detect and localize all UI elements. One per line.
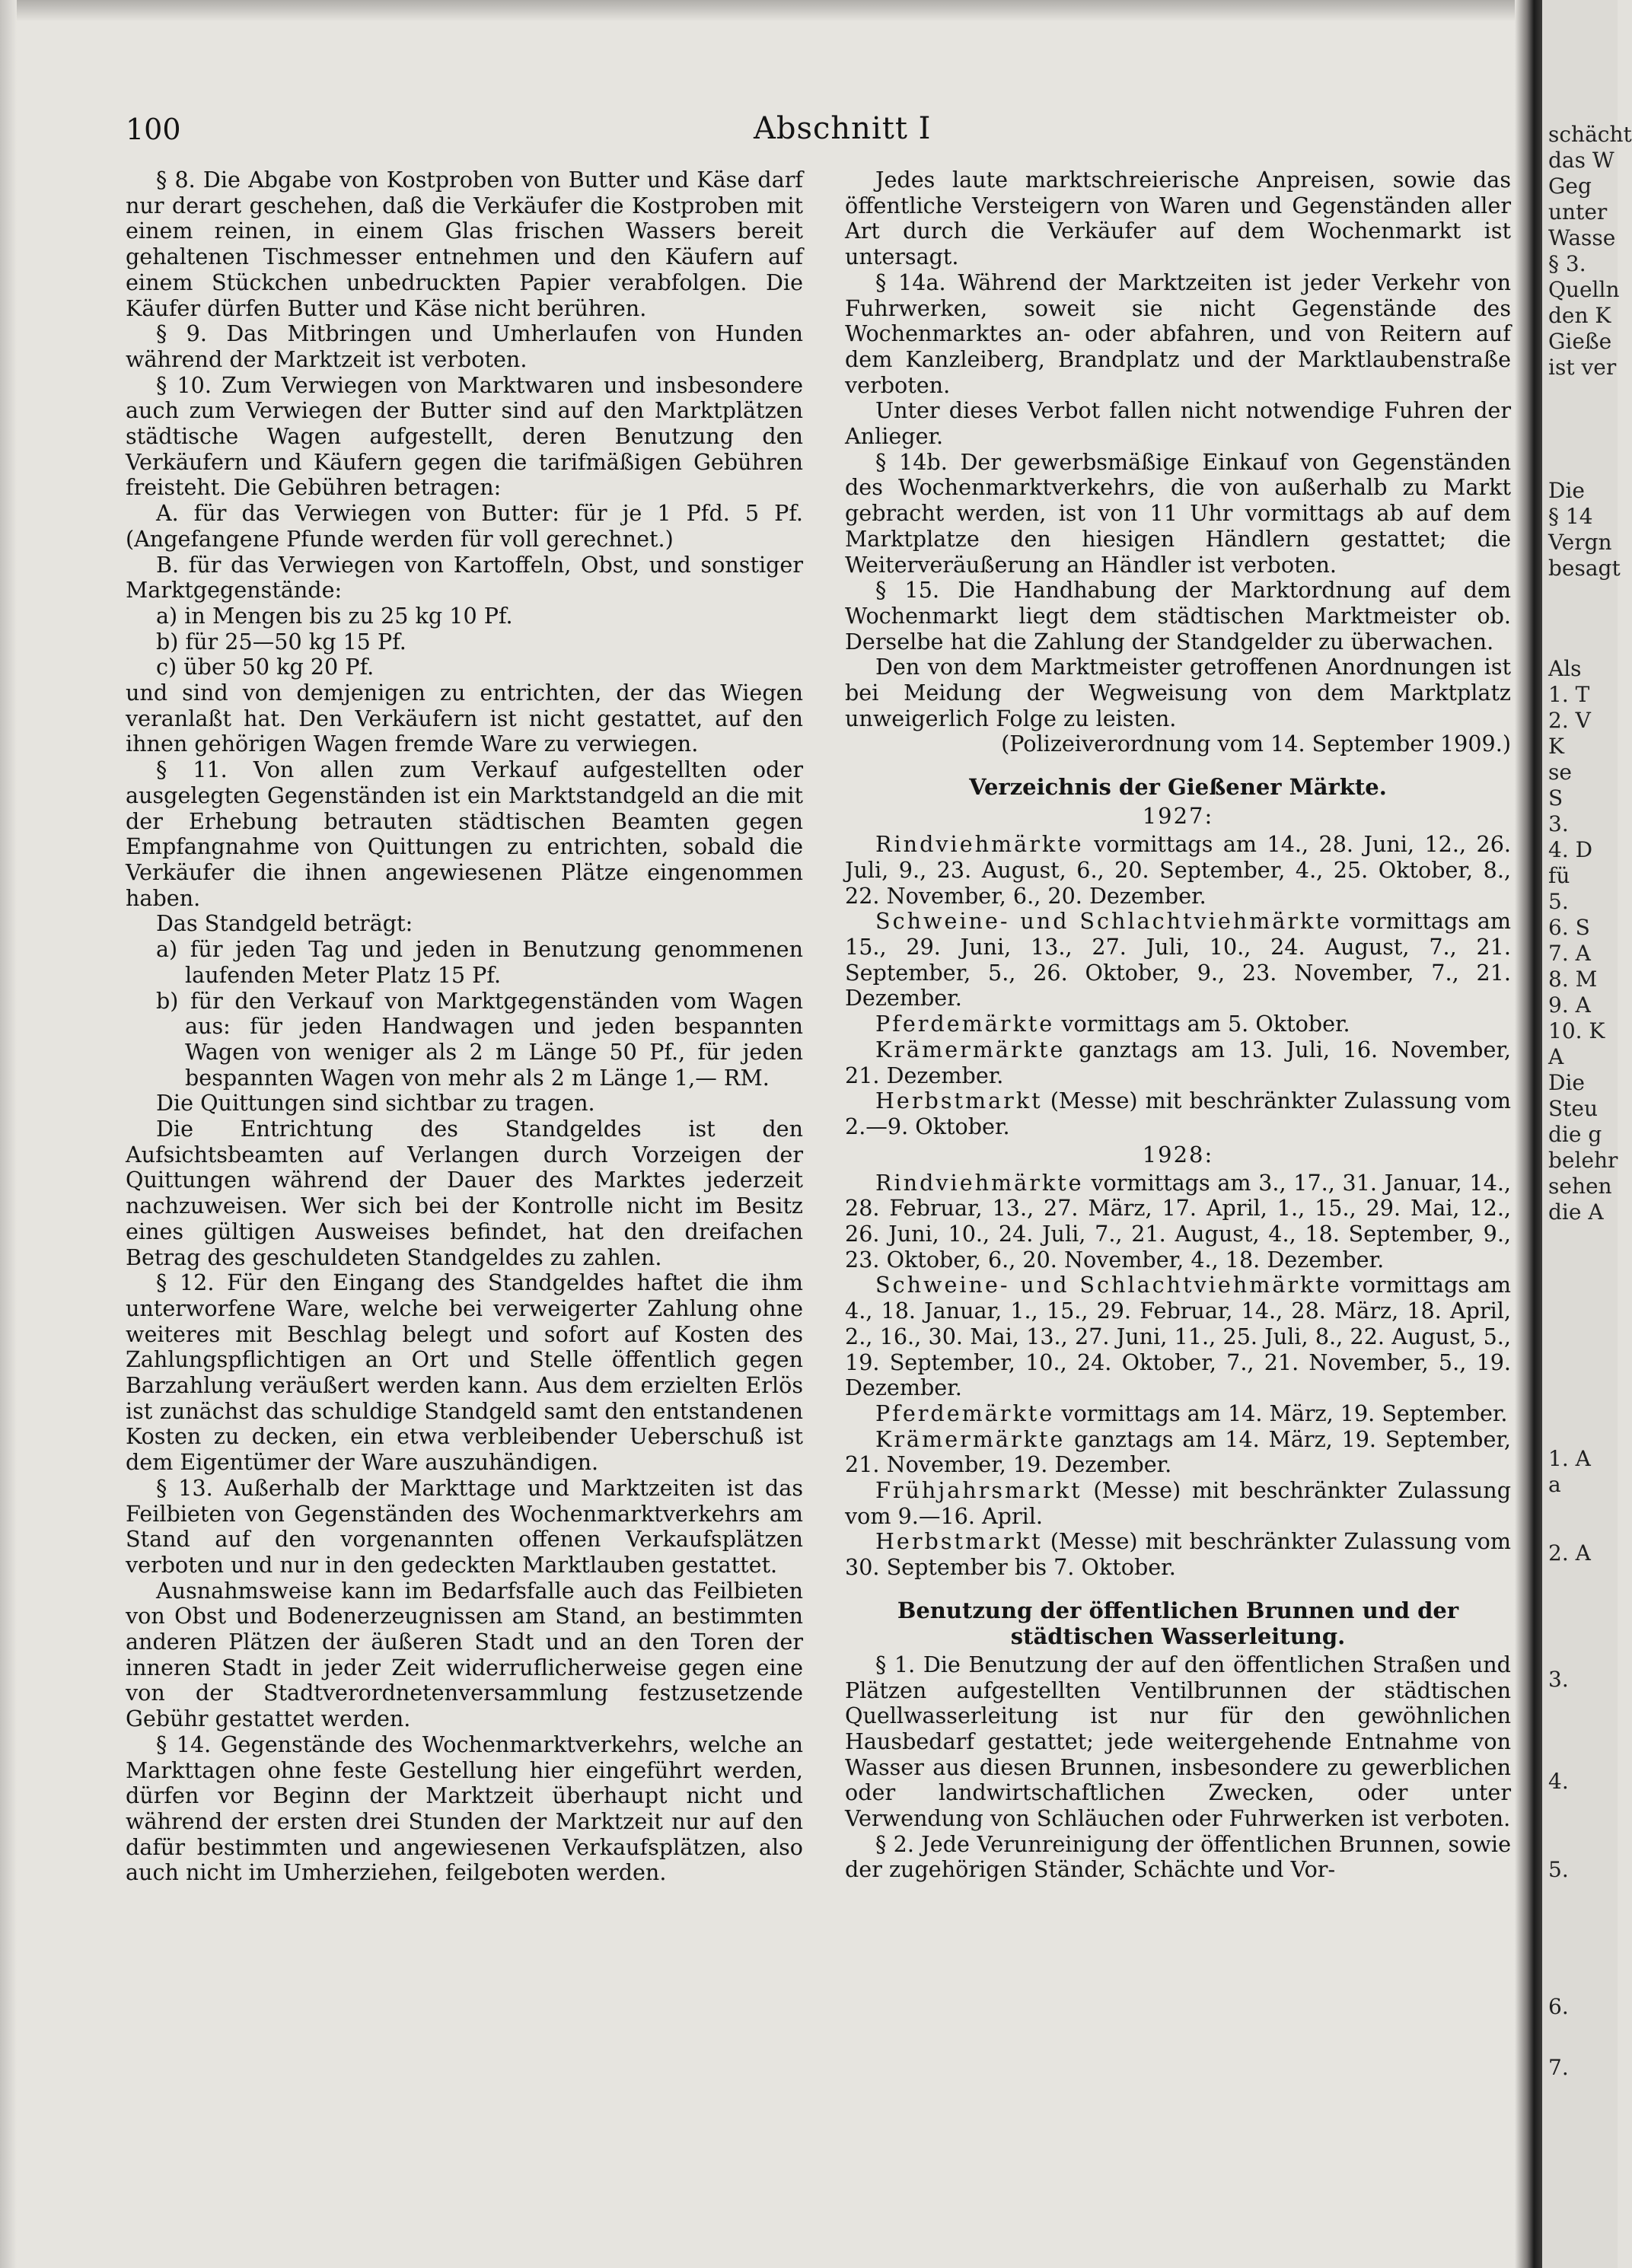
next-page-fragment: das W <box>1548 148 1614 173</box>
running-head: Abschnitt I <box>754 111 932 146</box>
paragraph-s13: § 13. Außerhalb der Markttage und Marktzeiten ist das Feilbieten von Gegenständen des Wochenmarktverkehrs am Stand auf den vorgenannten offenen Verkaufsplätzen verboten und nur in den gedeckten Marktlauben gestattet. <box>126 1474 803 1578</box>
market-dates: vormittags am 14., 28. Juni, 12., 26. Juli, 9., 23. August, 6., 20. September, 4., 25. Oktober, 8., 22. November, 6., 20. Dezember. <box>845 831 1511 909</box>
market-entry <box>845 1529 1511 1580</box>
next-page-fragment: sehen <box>1548 1174 1612 1199</box>
heading-maerkte: Verzeichnis der Gießener Märkte. <box>969 774 1387 801</box>
market-entry <box>845 1401 1511 1427</box>
page-number: 100 <box>126 113 181 146</box>
market-dates: vormittags am 15., 29. Juni, 13., 27. Juli, 10., 24. August, 7., 21. September, 5., 26. Oktober, 9., 23. November, 7., 21. Dezember. <box>845 908 1511 1011</box>
list-item: c) über 50 kg 20 Pf. <box>156 654 375 680</box>
paragraph-s11-quittung: Die Quittungen sind sichtbar zu tragen. <box>156 1090 595 1116</box>
next-page-fragment: den K <box>1548 303 1611 328</box>
next-page-fragment: 7. <box>1548 2055 1569 2080</box>
market-type: Frühjahrsmarkt <box>875 1477 1082 1504</box>
next-page-fragment: unter <box>1548 199 1608 225</box>
list-item: b) für den Verkauf von Marktgegenständen vom Wagen aus: für jeden Handwagen und jeden bespannten Wagen von weniger als 2 m Länge 50 Pf., für jeden bespannten Wagen von mehr als 2 m Länge 1,— RM. <box>156 987 803 1091</box>
paragraph-s15: § 15. Die Handhabung der Marktordnung auf dem Wochenmarkt liegt dem städtischen Marktmeister ob. Derselbe hat die Zahlung der Standgelder zu überwachen. <box>845 577 1511 655</box>
next-page-fragment: fü <box>1548 863 1570 888</box>
paragraph-s10-end: und sind von demjenigen zu entrichten, der das Wiegen veranlaßt hat. Den Verkäufern ist nicht gestattet, auf den ihnen gehörigen Wagen fremde Ware zu verwiegen. <box>126 680 803 757</box>
paragraph-s8: § 8. Die Abgabe von Kostproben von Butter und Käse darf nur derart geschehen, daß die Verkäufer die Kostproben mit einem reinen, in einem Glas frischen Wassers bereit gehaltenen Tischmesser entnehmen und den Käufern auf einem Stückchen unbedruckten Papier verabfolgen. Die Käufer dürfen Butter und Käse nicht berühren. <box>126 167 803 321</box>
next-page-fragment: 5. <box>1548 889 1569 914</box>
next-page-fragment: schächt <box>1548 122 1632 147</box>
next-page-fragment: belehr <box>1548 1148 1618 1173</box>
next-page-fragment: 5. <box>1548 1857 1569 1882</box>
scan-top-shadow <box>0 0 1618 21</box>
year-1928: 1928: <box>1142 1141 1214 1167</box>
next-page-fragment: besagt <box>1548 556 1621 581</box>
year-1927: 1927: <box>1142 803 1214 830</box>
next-page-fragment: Die <box>1548 478 1585 503</box>
next-page-fragment: 6. S <box>1548 915 1590 940</box>
paragraph-s10-a: A. für das Verwiegen von Butter: für je 1 Pfd. 5 Pf. (Angefangene Pfunde werden für voll gerechnet.) <box>126 500 803 552</box>
next-page-fragment: 2. V <box>1548 708 1591 733</box>
next-page-fragment: 7. A <box>1548 941 1591 966</box>
market-type: Krämermärkte <box>875 1036 1066 1062</box>
market-entry <box>845 1037 1511 1088</box>
next-page-fragment: § 14 <box>1548 504 1593 529</box>
market-dates: vormittags am 4., 18. Januar, 1., 15., 29. Februar, 14., 28. März, 18. April, 2., 16., 30. Mai, 13., 27. Juni, 11., 25. Juli, 8., 22. August, 5., 19. September, 10., 24. Oktober, 7., 21. November, 5., 19. Dezember. <box>845 1272 1511 1401</box>
market-dates: ganztags am 13. Juli, 16. November, 21. Dezember. <box>845 1036 1511 1088</box>
market-type: Herbstmarkt <box>875 1528 1043 1555</box>
paragraph-s14b: § 14b. Der gewerbsmäßige Einkauf von Gegenständen des Wochenmarktverkehrs, die von außerhalb zu Markt gebracht werden, ist von 11 Uhr vormittags ab auf dem Marktplatze den hiesigen Händlern gestattet; die Weiterveräußerung an Händler ist verboten. <box>845 448 1511 578</box>
market-dates: (Messe) mit beschränkter Zulassung vom 30. September bis 7. Oktober. <box>845 1528 1511 1581</box>
market-dates: (Messe) mit beschränkter Zulassung vom 2.—9. Oktober. <box>845 1088 1511 1139</box>
next-page-fragment: Quelln <box>1548 277 1620 302</box>
market-entry <box>845 909 1511 1011</box>
paragraph-brunnen-s2: § 2. Jede Verunreinigung der öffentlichen Brunnen, sowie der zugehörigen Ständer, Schächte und Vor- <box>845 1830 1511 1883</box>
market-type: Pferdemärkte <box>875 1011 1055 1037</box>
next-page-fragment: 2. A <box>1548 1540 1591 1566</box>
next-page-fragment: Geg <box>1548 174 1592 199</box>
market-entry <box>845 1427 1511 1478</box>
next-page-fragment: 10. K <box>1548 1018 1605 1043</box>
market-type: Krämermärkte <box>875 1425 1066 1452</box>
market-type: Herbstmarkt <box>875 1088 1043 1114</box>
next-page-fragment: S <box>1548 785 1563 811</box>
paragraph-s13-b: Ausnahmsweise kann im Bedarfsfalle auch das Feilbieten von Obst und Bodenerzeugnissen am Stand, an bestimmten anderen Plätzen der äußeren Stadt und an den Toren der inneren Stadt in jeder Zeit widerruflicherweise gegen eine von der Stadtverordnetenversammlung festzusetzende Gebühr gestattet werden. <box>126 1577 803 1732</box>
next-page-fragment: die A <box>1548 1199 1604 1225</box>
scan-left-shadow <box>0 0 17 2268</box>
next-page-fragment: Die <box>1548 1070 1585 1095</box>
next-page-fragment: A <box>1548 1044 1564 1069</box>
next-page-fragment: 6. <box>1548 1994 1569 2019</box>
list-item: a) in Mengen bis zu 25 kg 10 Pf. <box>156 602 513 629</box>
market-dates: ganztags am 14. März, 19. September, 21. November, 19. Dezember. <box>845 1425 1511 1478</box>
paragraph-s14: § 14. Gegenstände des Wochenmarktverkehrs, welche an Markttagen ohne feste Gestellung hier eingeführt werden, dürfen vor Beginn der Marktzeit überhaupt nicht und während der ersten drei Stunden der Marktzeit nur auf den dafür bestimmten und angewiesenen Verkaufsplätzen, also auch nicht im Umherziehen, feilgeboten werden. <box>126 1731 803 1886</box>
paragraph-s15-b: Den von dem Marktmeister getroffenen Anordnungen ist bei Meidung der Wegweisung von dem Marktplatz unweigerlich Folge zu leisten. <box>845 654 1511 731</box>
market-entry <box>845 1478 1511 1529</box>
next-page-fragment: Vergn <box>1548 530 1612 555</box>
next-page-edge <box>1542 0 1632 2268</box>
paragraph-s9: § 9. Das Mitbringen und Umherlaufen von Hunden während der Marktzeit ist verboten. <box>126 320 803 372</box>
market-entry <box>845 1171 1511 1273</box>
paragraph-s14a-2: Unter dieses Verbot fallen nicht notwendige Fuhren der Anlieger. <box>845 397 1511 450</box>
paragraph-s12: § 12. Für den Eingang des Standgeldes haftet die ihm unterworfene Ware, welche bei verweigerter Zahlung ohne weiteres mit Beschlag belegt und sofort auf Kosten des Zahlungspflichtigen an Ort und Stelle öffentlich gegen Barzahlung veräußert werden kann. Aus dem erzielten Erlös ist zunächst das schuldige Standgeld samt den entstandenen Kosten zu decken, ein etwa verbleibender Ueberschuß ist dem Eigentümer der Ware auszuhändigen. <box>126 1269 803 1476</box>
next-page-fragment: 4. D <box>1548 837 1593 862</box>
market-type: Schweine- und Schlachtviehmärkte <box>875 1272 1342 1298</box>
paragraph-s11: § 11. Von allen zum Verkauf aufgestellten oder ausgelegten Gegenständen ist ein Marktstandgeld an die mit der Erhebung betrauten städtischen Beamten gegen Empfangnahme von Quittungen zu entrichten, sobald die Verkäufer die ihnen angewiesenen Plätze eingenommen haben. <box>126 757 803 911</box>
paragraph-s14a: § 14a. Während der Marktzeiten ist jeder Verkehr von Fuhrwerken, soweit sie nicht Gegenstände des Wochenmarktes an- oder abfahren, und von Reitern auf dem Kanzleiberg, Brandplatz und der Marktlaubenstraße verboten. <box>845 269 1511 398</box>
next-page-fragment: 1. T <box>1548 682 1590 707</box>
market-type: Rindviehmärkte <box>875 831 1084 858</box>
next-page-fragment: ist ver <box>1548 355 1617 380</box>
next-page-fragment: Wasse <box>1548 225 1616 250</box>
paragraph-s11-c: Die Entrichtung des Standgeldes ist den Aufsichtsbeamten auf Verlangen durch Vorzeigen der Quittungen während der Dauer des Marktes jederzeit nachzuweisen. Wer sich bei der Kontrolle nicht im Besitz eines gültigen Ausweises befindet, hat den dreifachen Betrag des geschuldeten Standgeldes zu zahlen. <box>126 1116 803 1270</box>
paragraph-anpreisen: Jedes laute marktschreierische Anpreisen, sowie das öffentliche Versteigern von Waren und Gegenständen aller Art durch die Verkäufer auf dem Wochenmarkt ist untersagt. <box>845 167 1511 270</box>
next-page-fragment: Als <box>1548 656 1582 681</box>
next-page-fragment: 8. M <box>1548 967 1598 992</box>
market-type: Pferdemärkte <box>875 1400 1055 1426</box>
paragraph-s10: § 10. Zum Verwiegen von Marktwaren und insbesondere auch zum Verwiegen der Butter sind auf den Marktplätzen städtische Wagen aufgestellt, deren Benutzung den Verkäufern und Käufern gegen die tarifmäßigen Gebühren freisteht. Die Gebühren betragen: <box>126 371 803 501</box>
next-page-fragment: K <box>1548 734 1564 759</box>
market-entry <box>845 1273 1511 1401</box>
market-type: Schweine- und Schlachtviehmärkte <box>875 908 1342 935</box>
paragraph-s11-intro: Das Standgeld beträgt: <box>156 910 413 937</box>
right-column <box>845 167 1511 1883</box>
citation: (Polizeiverordnung vom 14. September 1909.) <box>1001 731 1511 757</box>
market-dates: vormittags am 5. Oktober. <box>1061 1011 1350 1037</box>
book-gutter <box>1515 0 1542 2268</box>
market-dates: vormittags am 14. März, 19. September. <box>1061 1400 1508 1426</box>
next-page-fragment: 1. A <box>1548 1446 1591 1471</box>
market-dates: vormittags am 3., 17., 31. Januar, 14., 28. Februar, 13., 27. März, 17. April, 1., 15., 29. Mai, 12., 26. Juni, 10., 24. Juli, 7., 21. August, 4., 18. September, 9., 23. Oktober, 6., 20. November, 4., 18. Dezember. <box>845 1169 1511 1273</box>
next-page-fragment: 3. <box>1548 1667 1569 1692</box>
next-page-fragment: 3. <box>1548 811 1569 836</box>
next-page-fragment: Gieße <box>1548 329 1612 354</box>
market-entry <box>845 1011 1511 1037</box>
next-page-fragment: die g <box>1548 1122 1602 1147</box>
next-page-fragment: se <box>1548 760 1572 785</box>
next-page-fragment: Steu <box>1548 1096 1599 1121</box>
paragraph-s10-b: B. für das Verwiegen von Kartoffeln, Obst, und sonstiger Marktgegenstände: <box>126 551 803 604</box>
next-page-fragment: a <box>1548 1472 1561 1497</box>
paragraph-brunnen-s1: § 1. Die Benutzung der auf den öffentlichen Straßen und Plätzen aufgestellten Ventilbrunnen der städtischen Quellwasserleitung ist nur für den gewöhnlichen Hausbedarf gestattet; jede weitergehende Entnahme von Wasser aus diesen Brunnen, insbesondere zu gewerblichen oder landwirtschaftlichen Zwecken, oder unter Verwendung von Schläuchen oder Fuhrwerken ist verboten. <box>845 1651 1511 1832</box>
list-item: b) für 25—50 kg 15 Pf. <box>156 628 406 655</box>
next-page-fragment: 4. <box>1548 1769 1569 1794</box>
left-column <box>126 167 803 1886</box>
next-page-fragment: 9. A <box>1548 992 1591 1018</box>
heading-brunnen: Benutzung der öffentlichen Brunnen und der städtischen Wasserleitung. <box>897 1597 1459 1649</box>
market-dates: (Messe) mit beschränkter Zulassung vom 9.—16. April. <box>845 1477 1512 1529</box>
next-page-fragment: § 3. <box>1548 251 1586 276</box>
market-type: Rindviehmärkte <box>875 1169 1084 1196</box>
market-entry <box>845 1088 1511 1139</box>
market-entry <box>845 832 1511 909</box>
list-item: a) für jeden Tag und jeden in Benutzung genommenen laufenden Meter Platz 15 Pf. <box>156 936 803 988</box>
